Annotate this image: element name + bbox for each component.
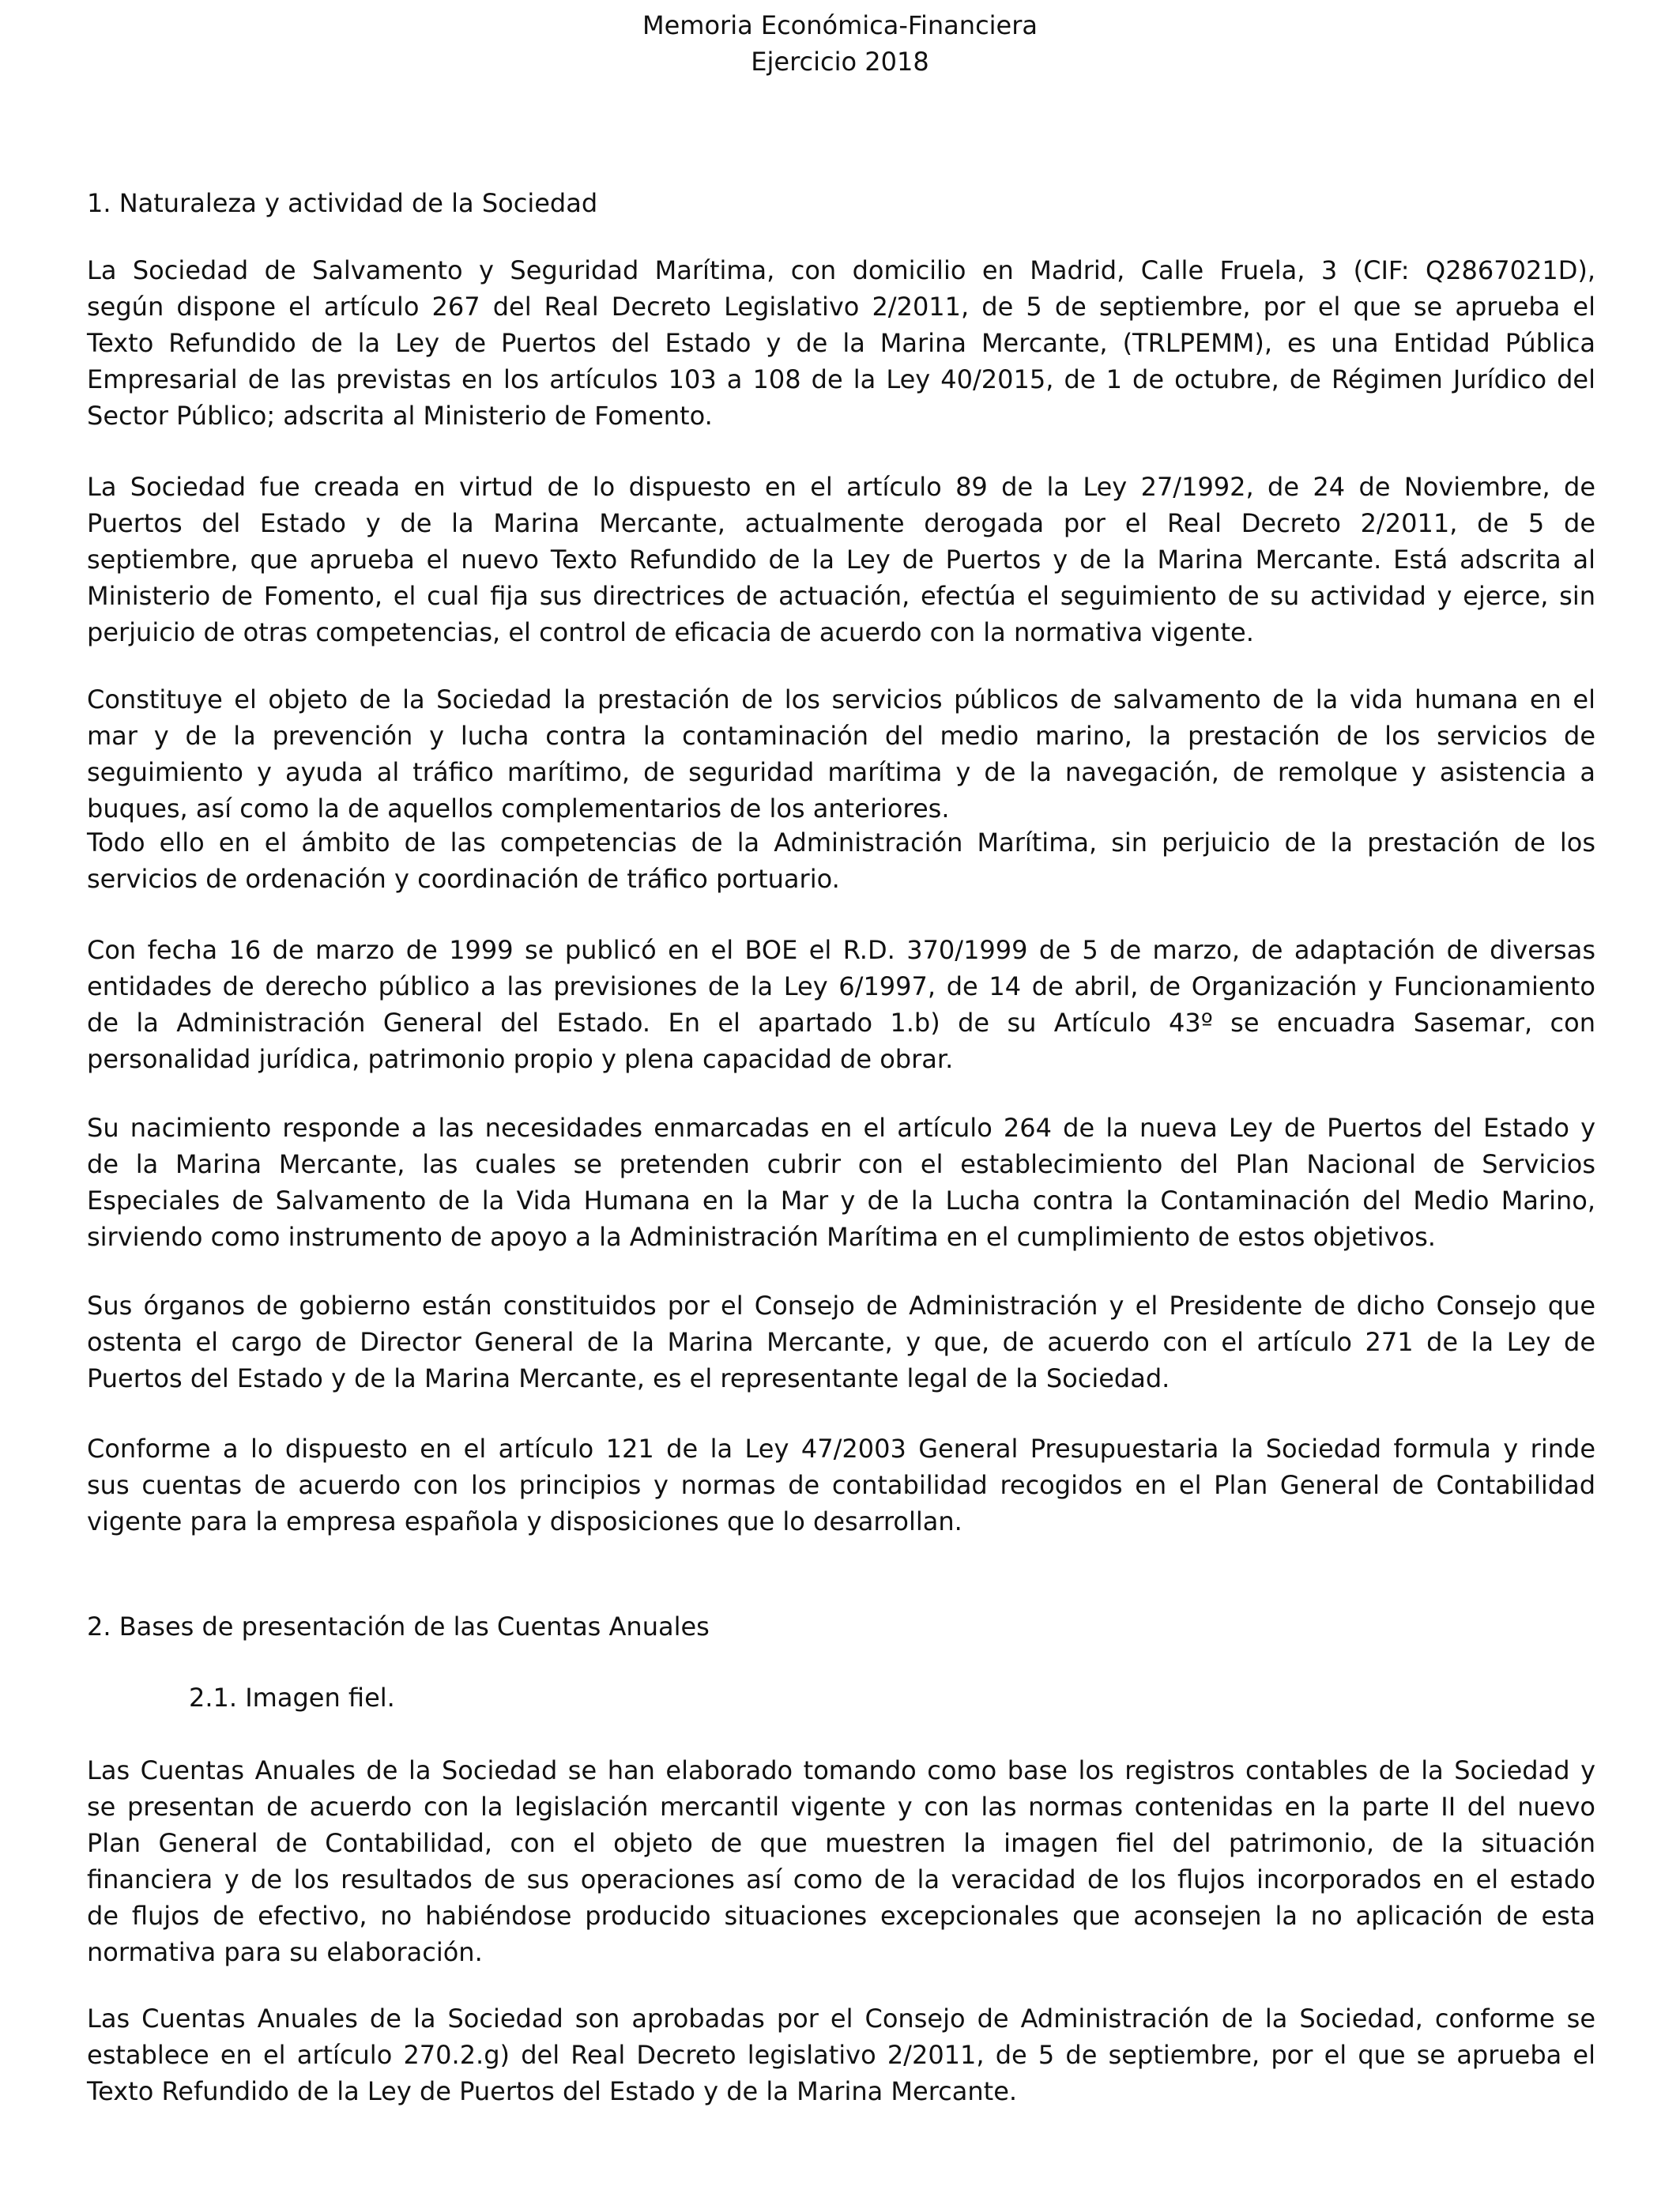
text-line: Empresarial de las previstas en los artículos 103 a 108 de la Ley 40/2015, de 1 de octubre, de Régimen Jurídico del <box>87 364 1595 394</box>
section-1-heading: 1. Naturaleza y actividad de la Sociedad <box>87 188 598 218</box>
text-line: financiera y de los resultados de sus operaciones así como de la veracidad de los flujos incorporados en el estado <box>87 1864 1595 1894</box>
paragraph-true-image <box>87 1752 1595 1970</box>
text-line: sirviendo como instrumento de apoyo a la Administración Marítima en el cumplimiento de estos objetivos. <box>87 1222 1436 1252</box>
paragraph-creation <box>87 469 1595 650</box>
document-subtitle: Ejercicio 2018 <box>751 47 929 77</box>
text-line: Con fecha 16 de marzo de 1999 se publicó en el BOE el R.D. 370/1999 de 5 de marzo, de adaptación de diversas <box>87 935 1595 965</box>
text-line: Las Cuentas Anuales de la Sociedad son aprobadas por el Consejo de Administración de la Sociedad, conforme se <box>87 2004 1595 2034</box>
text-line: normativa para su elaboración. <box>87 1937 483 1967</box>
text-line: mar y de la prevención y lucha contra la contaminación del medio marino, la prestación de los servicios de <box>87 721 1595 751</box>
text-line: perjuicio de otras competencias, el control de eficacia de acuerdo con la normativa vigente. <box>87 617 1254 647</box>
text-line: servicios de ordenación y coordinación de tráfico portuario. <box>87 864 840 894</box>
text-line: Su nacimiento responde a las necesidades enmarcadas en el artículo 264 de la nueva Ley de Puertos del Estado y <box>87 1113 1595 1143</box>
paragraph-boe <box>87 932 1595 1077</box>
text-line: de flujos de efectivo, no habiéndose producido situaciones excepcionales que aconsejen la no aplicación de esta <box>87 1901 1595 1931</box>
text-line: Puertos del Estado y de la Marina Mercante, es el representante legal de la Sociedad. <box>87 1363 1170 1393</box>
paragraph-accounting <box>87 1431 1595 1540</box>
paragraph-nature <box>87 252 1595 434</box>
text-line: personalidad jurídica, patrimonio propio y plena capacidad de obrar. <box>87 1044 954 1074</box>
text-line: septiembre, que aprueba el nuevo Texto Refundido de la Ley de Puertos y de la Marina Mercante. Está adscrita al <box>87 545 1595 575</box>
text-line: Todo ello en el ámbito de las competencias de la Administración Marítima, sin perjuicio de la prestación de los <box>87 827 1595 858</box>
text-line: Las Cuentas Anuales de la Sociedad se han elaborado tomando como base los registros contables de la Sociedad y <box>87 1755 1595 1785</box>
paragraph-purpose <box>87 681 1595 827</box>
paragraph-origin <box>87 1110 1595 1255</box>
text-line: Texto Refundido de la Ley de Puertos del Estado y de la Marina Mercante, (TRLPEMM), es una Entidad Pública <box>87 328 1595 358</box>
text-line: de la Administración General del Estado. En el apartado 1.b) de su Artículo 43º se encuadra Sasemar, con <box>87 1008 1595 1038</box>
text-line: Plan General de Contabilidad, con el objeto de que muestren la imagen fiel del patrimonio, de la situación <box>87 1828 1595 1858</box>
text-line: Ministerio de Fomento, el cual fija sus directrices de actuación, efectúa el seguimiento de su actividad y ejerce, sin <box>87 581 1595 611</box>
document-title: Memoria Económica-Financiera <box>642 10 1038 40</box>
section-2-heading: 2. Bases de presentación de las Cuentas Anuales <box>87 1612 710 1642</box>
text-line: se presentan de acuerdo con la legislación mercantil vigente y con las normas contenidas en la parte II del nuevo <box>87 1792 1595 1822</box>
text-line: de la Marina Mercante, las cuales se pretenden cubrir con el establecimiento del Plan Nacional de Servicios <box>87 1149 1595 1179</box>
paragraph-governance <box>87 1287 1595 1397</box>
text-line: La Sociedad fue creada en virtud de lo dispuesto en el artículo 89 de la Ley 27/1992, de 24 de Noviembre, de <box>87 472 1595 502</box>
text-line: buques, así como la de aquellos complementarios de los anteriores. <box>87 794 950 824</box>
text-line: Constituye el objeto de la Sociedad la prestación de los servicios públicos de salvamento de la vida humana en el <box>87 684 1595 714</box>
section-2-1-heading: 2.1. Imagen fiel. <box>189 1683 395 1713</box>
text-line: sus cuentas de acuerdo con los principios y normas de contabilidad recogidos en el Plan General de Contabilidad <box>87 1470 1595 1500</box>
text-line: Puertos del Estado y de la Marina Mercante, actualmente derogada por el Real Decreto 2/2011, de 5 de <box>87 508 1595 538</box>
text-line: seguimiento y ayuda al tráfico marítimo, de seguridad marítima y de la navegación, de remolque y asistencia a <box>87 757 1595 787</box>
paragraph-approval <box>87 2000 1595 2109</box>
text-line: según dispone el artículo 267 del Real Decreto Legislativo 2/2011, de 5 de septiembre, por el que se aprueba el <box>87 292 1595 322</box>
text-line: Texto Refundido de la Ley de Puertos del Estado y de la Marina Mercante. <box>87 2076 1018 2106</box>
text-line: Sus órganos de gobierno están constituidos por el Consejo de Administración y el Presidente de dicho Consejo que <box>87 1291 1595 1321</box>
text-line: Conforme a lo dispuesto en el artículo 121 de la Ley 47/2003 General Presupuestaria la Sociedad formula y rinde <box>87 1434 1595 1464</box>
text-line: vigente para la empresa española y disposiciones que lo desarrollan. <box>87 1506 962 1536</box>
text-line: ostenta el cargo de Director General de la Marina Mercante, y que, de acuerdo con el artículo 271 de la Ley de <box>87 1327 1595 1357</box>
paragraph-scope <box>87 824 1595 897</box>
text-line: establece en el artículo 270.2.g) del Real Decreto legislativo 2/2011, de 5 de septiembre, por el que se aprueba el <box>87 2040 1595 2070</box>
text-line: La Sociedad de Salvamento y Seguridad Marítima, con domicilio en Madrid, Calle Fruela, 3 (CIF: Q2867021D), <box>87 255 1595 285</box>
text-line: entidades de derecho público a las previsiones de la Ley 6/1997, de 14 de abril, de Organización y Funcionamiento <box>87 971 1595 1001</box>
text-line: Especiales de Salvamento de la Vida Humana en la Mar y de la Lucha contra la Contaminación del Medio Marino, <box>87 1186 1595 1216</box>
text-line: Sector Público; adscrita al Ministerio de Fomento. <box>87 401 713 431</box>
